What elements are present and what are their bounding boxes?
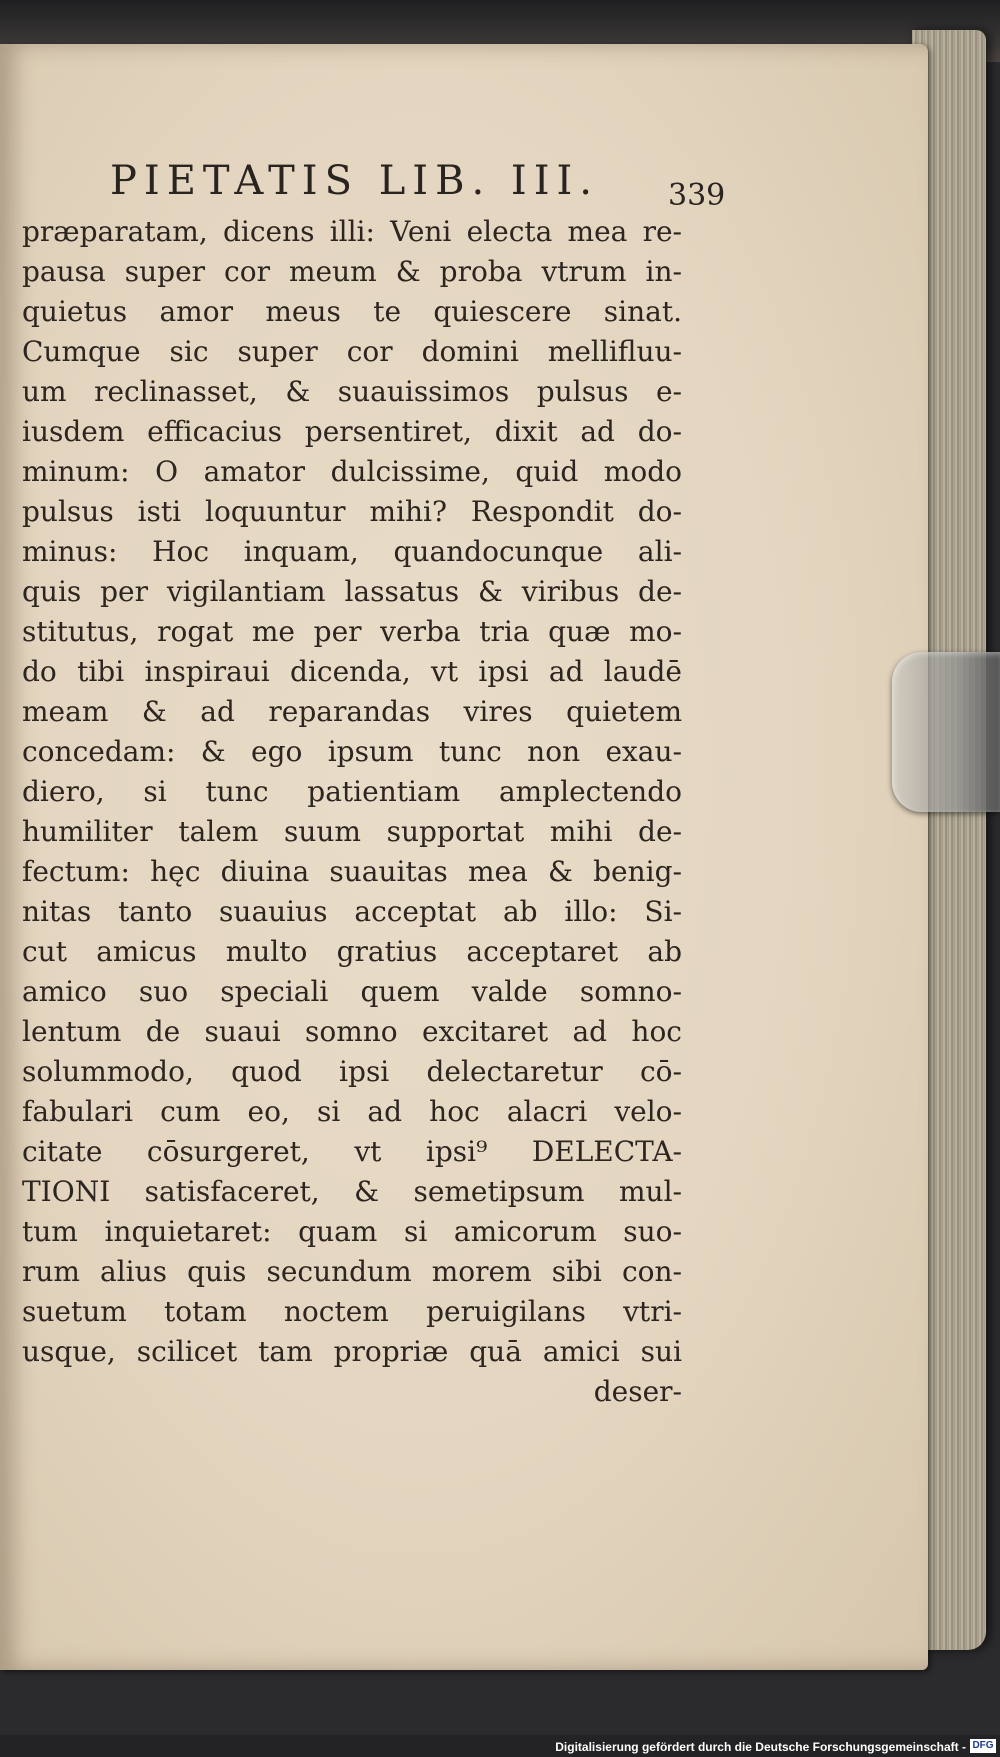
page-number: 339 [668, 178, 726, 213]
text-line: quietus amor meus te quiescere sinat. [22, 295, 682, 328]
text-line: meam & ad reparandas vires quietem [22, 695, 682, 728]
text-line: fectum: hęc diuina suauitas mea & benig- [22, 855, 682, 888]
text-line: solummodo, quod ipsi delectaretur cō- [22, 1055, 682, 1088]
text-line: amico suo speciali quem valde somno- [22, 975, 682, 1008]
text-line: minum: O amator dulcissime, quid modo [22, 455, 682, 488]
text-line: lentum de suaui somno excitaret ad hoc [22, 1015, 682, 1048]
text-line: quis per vigilantiam lassatus & viribus de- [22, 575, 682, 608]
text-line: usque, scilicet tam propriæ quā amici sui [22, 1335, 682, 1368]
text-line: nitas tanto suauius acceptat ab illo: Si- [22, 895, 682, 928]
catchword: deser- [593, 1375, 682, 1408]
text-line: fabulari cum eo, si ad hoc alacri velo- [22, 1095, 682, 1128]
text-line: rum alius quis secundum morem sibi con- [22, 1255, 682, 1288]
text-line: Cumque sic super cor domini mellifluu- [22, 335, 682, 368]
text-line: um reclinasset, & suauissimos pulsus e- [22, 375, 682, 408]
text-line: citate cōsurgeret, vt ipsi⁹ DELECTA- [22, 1135, 682, 1168]
dfg-logo-icon: DFG [970, 1739, 996, 1753]
running-head: PIETATIS LIB. III. [110, 158, 600, 204]
text-line: humiliter talem suum supportat mihi de- [22, 815, 682, 848]
text-line: præparatam, dicens illi: Veni electa mea re- [22, 215, 682, 248]
digitization-credit: Digitalisierung gefördert durch die Deutsche Forschungsgemeinschaft - [555, 1740, 966, 1754]
text-line: cut amicus multo gratius acceptaret ab [22, 935, 682, 968]
text-line: iusdem efficacius persentiret, dixit ad do- [22, 415, 682, 448]
text-line: do tibi inspiraui dicenda, vt ipsi ad laudē [22, 655, 682, 688]
footer-bar [0, 1735, 1000, 1757]
text-line: tum inquietaret: quam si amicorum suo- [22, 1215, 682, 1248]
text-line: pulsus isti loquuntur mihi? Respondit do- [22, 495, 682, 528]
text-line: suetum totam noctem peruigilans vtri- [22, 1295, 682, 1328]
text-line: concedam: & ego ipsum tunc non exau- [22, 735, 682, 768]
text-line: TIONI satisfaceret, & semetipsum mul- [22, 1175, 682, 1208]
page-clip [892, 652, 1000, 812]
text-line: stitutus, rogat me per verba tria quæ mo- [22, 615, 682, 648]
text-block [22, 212, 682, 1412]
text-line: diero, si tunc patientiam amplectendo [22, 775, 682, 808]
text-line: pausa super cor meum & proba vtrum in- [22, 255, 682, 288]
text-line: minus: Hoc inquam, quandocunque ali- [22, 535, 682, 568]
